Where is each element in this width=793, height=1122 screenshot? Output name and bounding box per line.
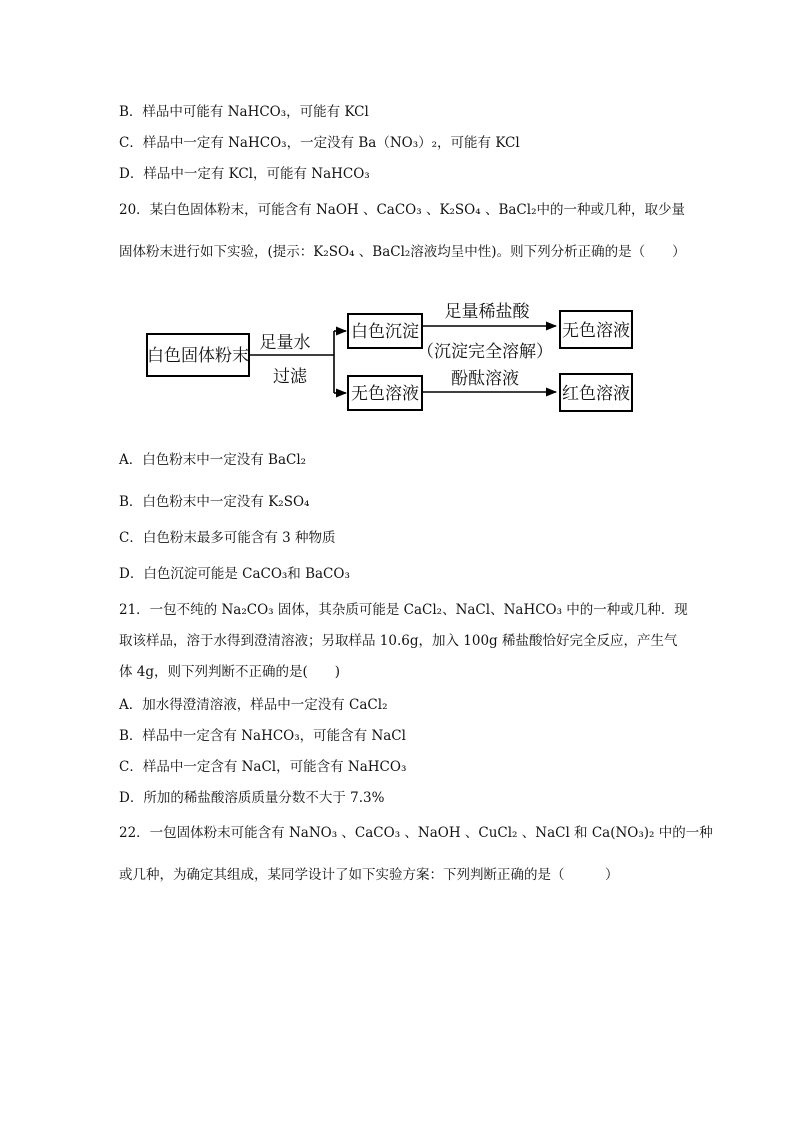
q21-option-c: C．样品中一定含有 NaCl，可能含有 NaHCO₃	[119, 759, 407, 775]
q19-option-b: B．样品中可能有 NaHCO₃，可能有 KCl	[119, 104, 369, 120]
precipitate-label: 白色沉淀	[351, 322, 419, 342]
reagent-hcl-label: 足量稀盐酸	[444, 302, 530, 322]
q21-option-b: B．样品中一定含有 NaHCO₃，可能含有 NaCl	[119, 728, 406, 744]
q22-stem-line-1: 22．一包固体粉末可能含有 NaNO₃ 、CaCO₃ 、NaOH 、CuCl₂ 、NaCl 和 Ca(NO₃)₂ 中的一种	[119, 825, 713, 841]
filtrate-label: 无色溶液	[351, 384, 419, 404]
result-top-label: 无色溶液	[562, 321, 630, 341]
start-label: 白色固体粉末	[147, 346, 249, 366]
q21-option-a: A．加水得澄清溶液，样品中一定没有 CaCl₂	[119, 697, 388, 713]
q21-stem-line-2: 取该样品，溶于水得到澄清溶液；另取样品 10.6g，加入 100g 稀盐酸恰好完全反应，产生气	[119, 633, 678, 649]
q22-stem-line-2: 或几种，为确定其组成，某同学设计了如下实验方案：下列判断正确的是（ ）	[119, 867, 619, 883]
reagent-phenolphthalein-label: 酚酞溶液	[451, 369, 519, 389]
q20-option-c: C．白色粉末最多可能含有 3 种物质	[119, 530, 336, 546]
q21-option-d: D．所加的稀盐酸溶质质量分数不大于 7.3%	[119, 790, 385, 806]
result-bottom-label: 红色溶液	[562, 384, 630, 404]
q20-flow-diagram	[0, 0, 793, 430]
q20-option-d: D．白色沉淀可能是 CaCO₃和 BaCO₃	[119, 566, 350, 582]
q19-option-c: C．样品中一定有 NaHCO₃，一定没有 Ba（NO₃）₂，可能有 KCl	[119, 135, 520, 151]
q21-stem-line-1: 21．一包不纯的 Na₂CO₃ 固体，其杂质可能是 CaCl₂、NaCl、NaHCO₃ 中的一种或几种．现	[119, 602, 688, 618]
q20-stem-line-2: 固体粉末进行如下实验，(提示：K₂SO₄ 、BaCl₂溶液均呈中性)。则下列分析正确的是（ ）	[119, 244, 686, 260]
step-label-filter: 过滤	[273, 367, 307, 387]
q19-option-d: D．样品中一定有 KCl，可能有 NaHCO₃	[119, 166, 370, 182]
reagent-hcl-note: （沉淀完全溶解）	[417, 342, 553, 362]
q20-option-b: B．白色粉末中一定没有 K₂SO₄	[119, 494, 310, 510]
step-label-water: 足量水	[259, 333, 311, 353]
q20-stem-line-1: 20．某白色固体粉末，可能含有 NaOH 、CaCO₃ 、K₂SO₄ 、BaCl₂中的一种或几种，取少量	[119, 202, 685, 218]
q20-option-a: A．白色粉末中一定没有 BaCl₂	[119, 452, 307, 468]
q21-stem-line-3: 体 4g，则下列判断不正确的是( )	[119, 664, 341, 680]
